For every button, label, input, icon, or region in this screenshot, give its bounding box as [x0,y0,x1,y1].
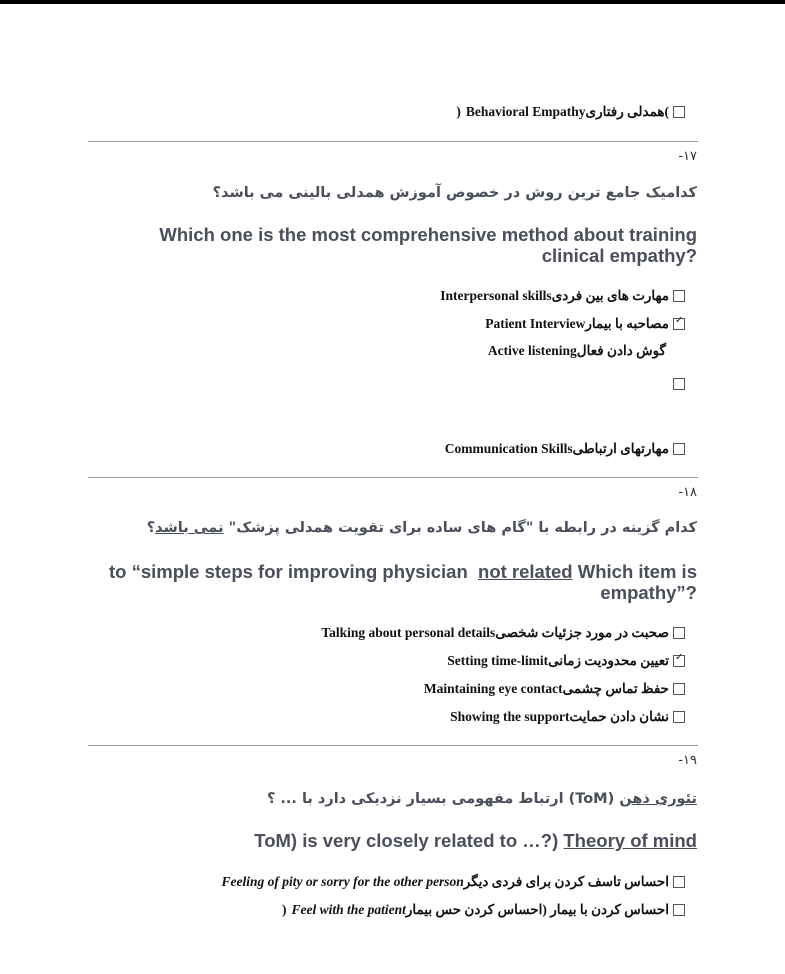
top-border [0,0,785,4]
question-text-fa: کدام گزینه در رابطه با "گام های ساده برای تقویت همدلی پزشک" نمی باشد؟ [146,520,697,536]
question-text-en: Which one is the most comprehensive method about training clinical empathy? [159,224,697,266]
checkbox-checked-icon[interactable] [673,318,685,330]
question-text-fa: کدامیک جامع ترین روش در خصوص آموزش همدلی بالینی می باشد؟ [212,185,697,201]
q17-option-4[interactable]: مهارتهای ارتباطی Communication Skills [445,441,685,457]
q17-option-2[interactable]: ✓ مصاحبه با بیمار Patient Interview [485,316,685,332]
checkbox-icon[interactable] [673,443,685,455]
checkbox-icon[interactable] [673,106,685,118]
q19-option-1[interactable]: احساس تاسف کردن برای فردی دیگر Feeling of pity or sorry for the other person [221,874,685,890]
question-text-fa: تئوری ذهن (ToM) ارتباط مفهومی بسیار نزدیکی دارد با ... ؟ [266,791,697,807]
q16-option-behavioral-empathy[interactable] [456,104,685,120]
q19-option-2[interactable]: احساس کردن با بیمار (احساس کردن حس بیمار Feel with the patient ) [282,902,685,918]
checkbox-icon[interactable] [673,378,685,390]
checkbox-icon[interactable] [673,627,685,639]
checkbox-checked-icon[interactable] [673,655,685,667]
q18-option-4[interactable]: نشان دادن حمایت Showing the support [450,709,685,725]
divider [88,477,698,478]
question-text-en: to “simple steps for improving physician not related Which item is empathy”? [108,561,697,603]
question-number: -۱۷ [678,149,697,164]
checkbox-icon[interactable] [673,683,685,695]
q17-option-3-label: گوش دادن فعال Active listening [487,343,666,358]
q18-option-3[interactable]: حفظ تماس چشمی Maintaining eye contact [424,681,685,697]
question-text-en: ToM) is very closely related to …?) Theory of mind [254,830,697,851]
q17-option-1[interactable]: مهارت های بین فردی Interpersonal skills [440,288,685,304]
question-number: -۱۹ [678,753,697,768]
checkbox-icon[interactable] [673,904,685,916]
divider [88,141,698,142]
checkbox-icon[interactable] [673,290,685,302]
checkbox-icon[interactable] [673,876,685,888]
q18-option-2[interactable]: ✓ تعیین محدودیت زمانی Setting time-limit [447,653,685,669]
divider [88,745,698,746]
q18-option-1[interactable]: صحبت در مورد جزئیات شخصی Talking about personal details [321,625,685,641]
q17-option-3-checkbox[interactable] [669,378,685,390]
checkbox-icon[interactable] [673,711,685,723]
option-text: ) Behavioral Empathyهمدلی رفتاری( [456,104,669,119]
question-number: -۱۸ [678,485,697,500]
